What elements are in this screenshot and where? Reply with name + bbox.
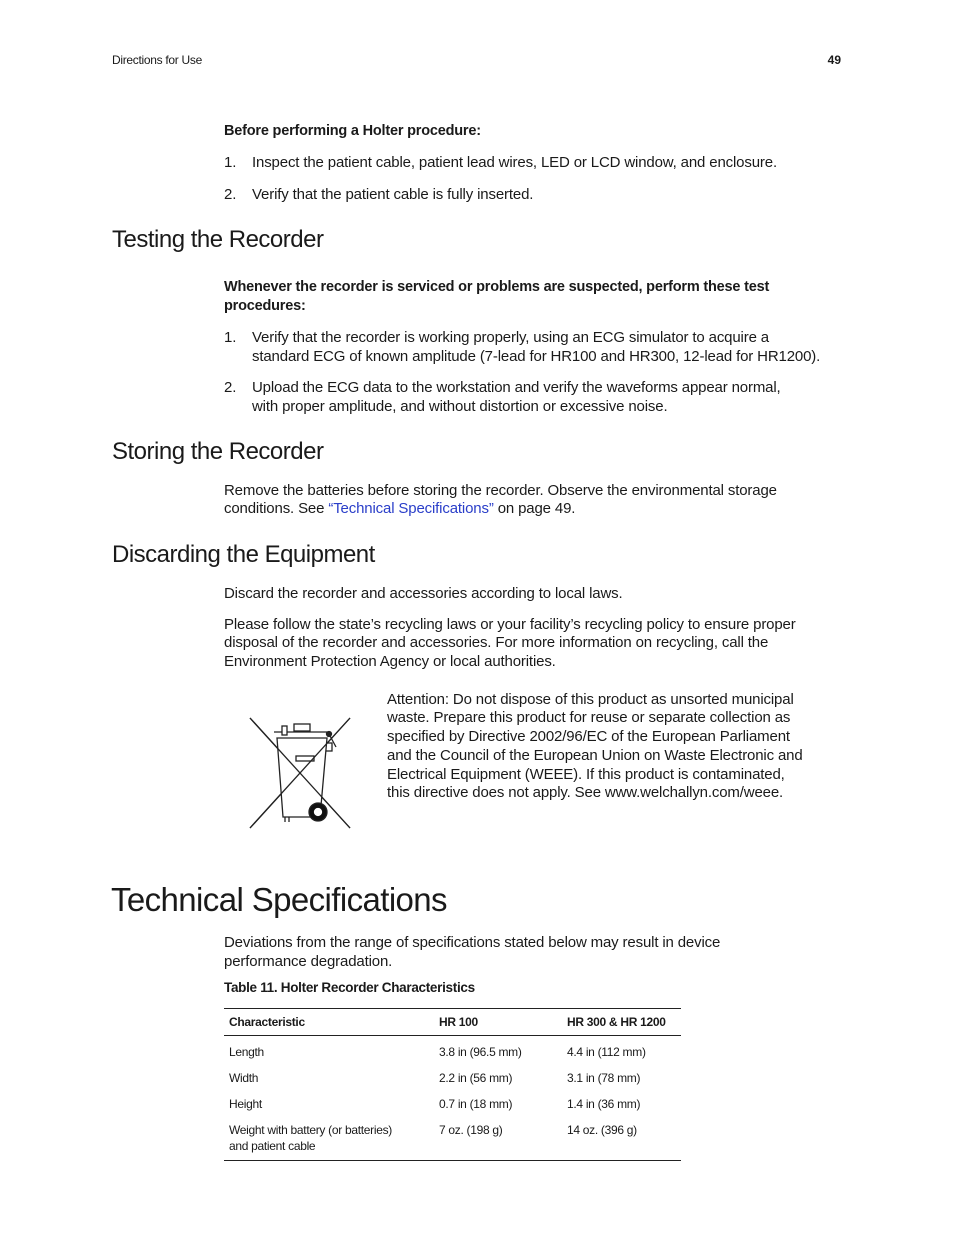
list-item bbox=[224, 185, 844, 204]
table-cell: 14 oz. (396 g) bbox=[562, 1114, 681, 1161]
discarding-para2-line1: Please follow the state’s recycling laws or your facility’s recycling policy to ensure proper bbox=[224, 616, 796, 633]
page-number: 49 bbox=[827, 53, 841, 67]
column-header: HR 300 & HR 1200 bbox=[562, 1009, 681, 1036]
attention-line1: Attention: Do not dispose of this product as unsorted municipal bbox=[387, 691, 794, 708]
table-cell: Length bbox=[229, 1045, 264, 1059]
tech-specs-intro-line1: Deviations from the range of specifications stated below may result in device bbox=[224, 934, 721, 951]
testing-lead-line2: procedures: bbox=[224, 298, 306, 314]
table-row bbox=[224, 1036, 681, 1063]
list-item bbox=[224, 378, 849, 416]
cell-line: Weight with battery (or batteries) bbox=[229, 1123, 392, 1137]
discarding-para2-line2: disposal of the recorder and accessories. For more information on recycling, call the bbox=[224, 634, 769, 651]
attention-line3: specified by Directive 2002/96/EC of the European Parliament bbox=[387, 728, 790, 745]
column-header: HR 100 bbox=[434, 1009, 562, 1036]
table-header-row bbox=[224, 1009, 681, 1036]
list-number: 1. bbox=[224, 154, 237, 171]
table-row bbox=[224, 1114, 681, 1161]
section-heading-testing: Testing the Recorder bbox=[112, 226, 324, 253]
list-text-line1: Verify that the recorder is working properly, using an ECG simulator to acquire a bbox=[252, 329, 769, 346]
table-cell bbox=[224, 1114, 434, 1161]
list-item bbox=[224, 328, 849, 366]
section-heading-storing: Storing the Recorder bbox=[112, 438, 324, 465]
discarding-para1: Discard the recorder and accessories according to local laws. bbox=[224, 585, 623, 602]
cell-line: and patient cable bbox=[229, 1139, 316, 1153]
storing-line2 bbox=[224, 499, 575, 518]
list-text-line2: with proper amplitude, and without distortion or excessive noise. bbox=[252, 398, 668, 415]
table-cell: 4.4 in (112 mm) bbox=[567, 1045, 646, 1059]
attention-line4: and the Council of the European Union on Waste Electronic and bbox=[387, 747, 803, 764]
holter-characteristics-table bbox=[224, 1008, 681, 1161]
storing-line2-prefix: conditions. See bbox=[224, 500, 329, 517]
list-text: Inspect the patient cable, patient lead wires, LED or LCD window, and enclosure. bbox=[252, 154, 777, 171]
tech-specs-intro-line2: performance degradation. bbox=[224, 953, 393, 970]
testing-lead-line1: Whenever the recorder is serviced or problems are suspected, perform these test bbox=[224, 279, 770, 295]
storing-line2-suffix: on page 49. bbox=[493, 500, 576, 517]
attention-line6: this directive does not apply. See www.welchallyn.com/weee. bbox=[387, 784, 784, 801]
discarding-para2-line3: Environment Protection Agency or local authorities. bbox=[224, 653, 556, 670]
table-row bbox=[224, 1062, 681, 1088]
table-cell: Width bbox=[229, 1071, 259, 1085]
section-heading-discarding: Discarding the Equipment bbox=[112, 541, 375, 568]
table-cell: 7 oz. (198 g) bbox=[434, 1114, 562, 1161]
list-number: 2. bbox=[224, 186, 237, 203]
attention-line5: Electrical Equipment (WEEE). If this product is contaminated, bbox=[387, 766, 785, 783]
table-cell: 2.2 in (56 mm) bbox=[439, 1071, 513, 1085]
table-cell: Height bbox=[229, 1097, 262, 1111]
list-text-line1: Upload the ECG data to the workstation and verify the waveforms appear normal, bbox=[252, 379, 781, 396]
weee-crossed-bin-icon bbox=[248, 716, 352, 830]
list-number: 1. bbox=[224, 329, 237, 346]
list-item bbox=[224, 153, 844, 172]
attention-line2: waste. Prepare this product for reuse or separate collection as bbox=[387, 709, 791, 726]
before-procedure-heading: Before performing a Holter procedure: bbox=[224, 123, 481, 139]
table-row bbox=[224, 1088, 681, 1114]
table-cell: 0.7 in (18 mm) bbox=[439, 1097, 513, 1111]
table-cell: 1.4 in (36 mm) bbox=[567, 1097, 641, 1111]
table-caption: Table 11. Holter Recorder Characteristics bbox=[224, 980, 475, 995]
tech-specs-link[interactable]: “Technical Specifications” bbox=[328, 500, 494, 517]
list-text: Verify that the patient cable is fully inserted. bbox=[252, 186, 534, 203]
chapter-heading-tech-specs: Technical Specifications bbox=[111, 881, 447, 918]
running-header bbox=[112, 53, 841, 69]
list-number: 2. bbox=[224, 379, 237, 396]
list-text-line2: standard ECG of known amplitude (7-lead for HR100 and HR300, 12-lead for HR1200). bbox=[252, 348, 821, 365]
header-title: Directions for Use bbox=[112, 53, 202, 67]
column-header: Characteristic bbox=[224, 1009, 434, 1036]
table-cell: 3.8 in (96.5 mm) bbox=[439, 1045, 522, 1059]
storing-line1: Remove the batteries before storing the recorder. Observe the environmental storage bbox=[224, 482, 777, 499]
table-cell: 3.1 in (78 mm) bbox=[567, 1071, 641, 1085]
